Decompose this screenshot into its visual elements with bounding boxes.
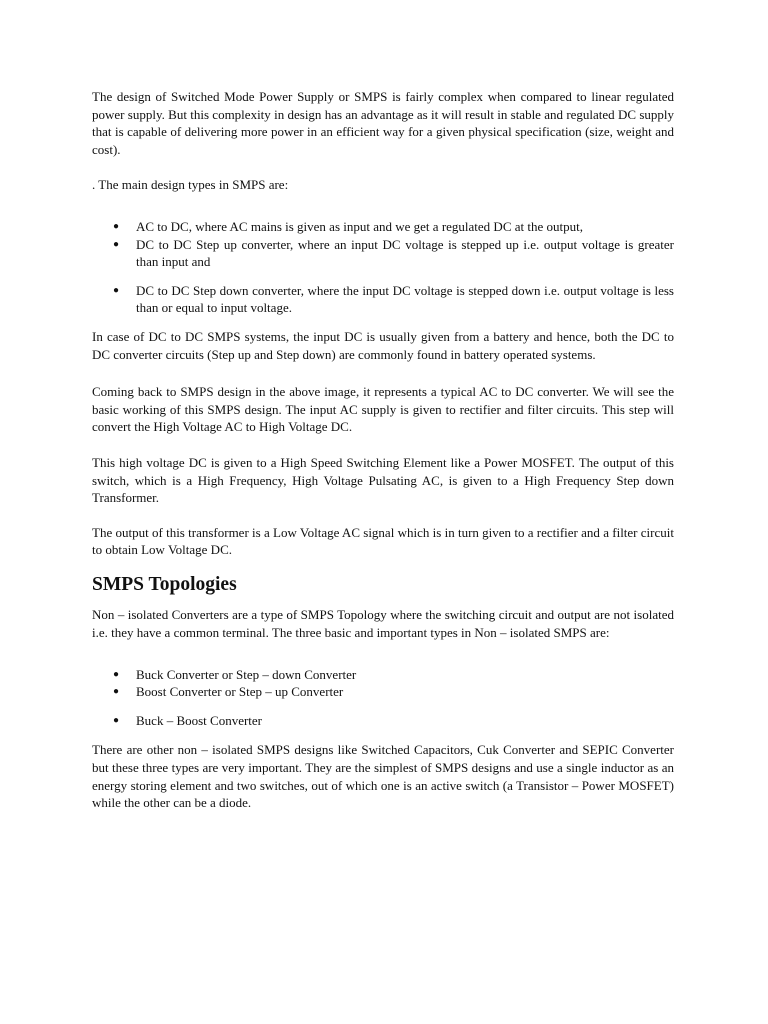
list-item <box>92 236 674 271</box>
list-item <box>92 666 674 684</box>
list-item <box>92 712 674 730</box>
list-item <box>92 683 674 701</box>
dc-dc-paragraph: In case of DC to DC SMPS systems, the input DC is usually given from a battery and hence, both the DC to DC converter circuits (Step up and Step down) are commonly found in battery operated systems. <box>92 328 674 362</box>
list-item-text: Buck – Boost Converter <box>136 712 263 728</box>
bullet-icon: ● <box>113 714 120 726</box>
section-heading: SMPS Topologies <box>92 573 237 595</box>
list-item-text: DC to DC Step up converter, where an input DC voltage is stepped up i.e. output voltage is greater than input and <box>136 236 674 270</box>
transformer-paragraph: The output of this transformer is a Low Voltage AC signal which is in turn given to a rectifier and a filter circuit to obtain Low Voltage DC. <box>92 524 674 558</box>
list-item-text: Boost Converter or Step – up Converter <box>136 684 344 700</box>
intro-paragraph: The design of Switched Mode Power Supply or SMPS is fairly complex when compared to linear regulated power supply. But this complexity in design has an advantage as it will result in stable and regulated DC supply that is capable of delivering more power in an efficient way for a given physical specification (size, weight and cost). <box>92 89 674 157</box>
list-item <box>92 218 674 236</box>
bullet-icon: ● <box>113 284 120 296</box>
non-isolated-paragraph: Non – isolated Converters are a type of SMPS Topology where the switching circuit and output are not isolated i.e. they have a common terminal. The three basic and important types in Non – isolated SMPS are: <box>92 607 674 641</box>
bullet-icon: ● <box>113 238 120 250</box>
ac-dc-paragraph: Coming back to SMPS design in the above image, it represents a typical AC to DC converter. We will see the basic working of this SMPS design. The input AC supply is given to rectifier and filter circuits. This step will convert the High Voltage AC to High Voltage DC. <box>92 384 674 435</box>
bullet-icon: ● <box>113 668 120 680</box>
other-designs-paragraph: There are other non – isolated SMPS designs like Switched Capacitors, Cuk Converter and SEPIC Converter but these three types are very important. They are the simplest of SMPS designs and use a single inductor as an energy storing element and two switches, out of which one is an active switch (a Transistor – Power MOSFET) while the other can be a diode. <box>92 742 674 811</box>
bullet-icon: ● <box>113 220 120 232</box>
document-page <box>92 88 674 812</box>
list-item <box>92 282 674 317</box>
bullet-icon: ● <box>113 686 120 698</box>
design-types-list <box>92 218 674 317</box>
design-types-intro: . The main design types in SMPS are: <box>92 177 289 193</box>
list-item-text: Buck Converter or Step – down Converter <box>136 666 357 682</box>
list-item-text: DC to DC Step down converter, where the input DC voltage is stepped down i.e. output voltage is less than or equal to input voltage. <box>136 282 674 316</box>
topologies-list <box>92 666 674 730</box>
list-item-text: AC to DC, where AC mains is given as input and we get a regulated DC at the output, <box>136 218 583 234</box>
mosfet-paragraph: This high voltage DC is given to a High Speed Switching Element like a Power MOSFET. The output of this switch, which is a High Frequency, High Voltage Pulsating AC, is given to a High Frequency Step down Transformer. <box>92 454 674 506</box>
